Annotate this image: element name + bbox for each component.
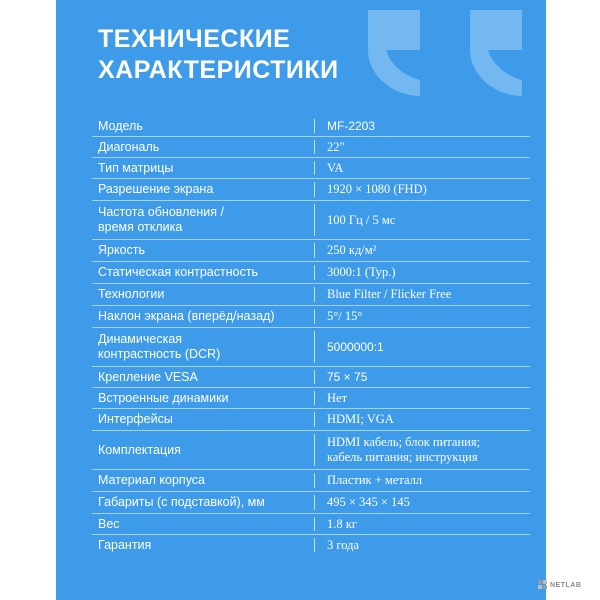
spec-label: Встроенные динамики	[98, 390, 229, 405]
spec-value-line: HDMI кабель; блок питания;	[327, 435, 481, 449]
spec-label-line: Динамическая	[98, 332, 183, 346]
spec-label: Статическая контрастность	[98, 265, 259, 279]
page-title	[98, 24, 339, 86]
spec-label-line: Частота обновления /	[98, 205, 224, 219]
spec-label: Крепление VESA	[98, 369, 198, 384]
spec-value: 250 кд/м²	[327, 243, 377, 257]
spec-row-matrix-type	[92, 158, 530, 179]
spec-label: Гарантия	[98, 537, 152, 552]
spec-row-brightness	[92, 240, 530, 262]
spec-label: Материал корпуса	[98, 473, 206, 487]
spec-value: 5°/ 15°	[327, 309, 363, 323]
spec-label-line: время отклика	[98, 220, 183, 234]
spec-row-warranty	[92, 535, 530, 555]
spec-label: Диагональ	[98, 139, 160, 154]
spec-label: Тип матрицы	[98, 160, 174, 175]
spec-row-package	[92, 431, 530, 470]
title-line-2: ХАРАКТЕРИСТИКИ	[98, 56, 339, 84]
spec-label: Вес	[98, 516, 120, 531]
spec-row-vesa	[92, 367, 530, 388]
spec-table	[92, 116, 530, 555]
spec-row-model	[92, 116, 530, 137]
spec-label: Комплектация	[98, 442, 181, 457]
spec-value: 1.8 кг	[327, 516, 357, 531]
spec-label	[92, 205, 314, 235]
spec-row-interfaces	[92, 409, 530, 431]
spec-row-diagonal	[92, 137, 530, 158]
spec-label: Модель	[98, 118, 143, 133]
quote-mark-icon	[426, 10, 522, 96]
spec-value	[315, 435, 530, 465]
spec-row-refresh-rate	[92, 201, 530, 240]
title-line-1: ТЕХНИЧЕСКИЕ	[98, 25, 291, 53]
spec-value: Blue Filter / Flicker Free	[327, 287, 452, 301]
spec-value: HDMI; VGA	[327, 412, 394, 426]
spec-label: Разрешение экрана	[98, 182, 214, 196]
spec-value: MF-2203	[327, 118, 376, 133]
spec-value: Пластик + металл	[327, 473, 423, 487]
spec-row-speakers	[92, 388, 530, 409]
spec-value: 3000:1 (Typ.)	[327, 265, 396, 279]
spec-row-resolution	[92, 179, 530, 201]
spec-label: Яркость	[98, 243, 146, 257]
netlab-logo-icon	[538, 580, 548, 590]
spec-value: 495 × 345 × 145	[327, 495, 410, 509]
spec-label: Наклон экрана (вперёд/назад)	[98, 309, 275, 323]
spec-label	[92, 332, 314, 362]
spec-row-static-contrast	[92, 262, 530, 284]
watermark-logo	[538, 578, 598, 592]
spec-value: 3 года	[327, 537, 359, 552]
spec-value: 100 Гц / 5 мс	[327, 212, 396, 227]
spec-label: Технологии	[98, 287, 165, 301]
spec-label: Интерфейсы	[98, 412, 173, 426]
spec-value: 5000000:1	[327, 339, 384, 354]
spec-label-line: контрастность (DCR)	[98, 347, 221, 361]
spec-value: 1920 × 1080 (FHD)	[327, 182, 427, 196]
spec-row-dynamic-contrast	[92, 328, 530, 367]
spec-value: Нет	[327, 390, 348, 405]
spec-label: Габариты (с подставкой), мм	[98, 495, 265, 509]
spec-panel	[56, 0, 546, 600]
spec-value: 75 × 75	[327, 369, 368, 384]
spec-row-technologies	[92, 284, 530, 306]
watermark-text: NETLAB	[550, 581, 582, 589]
spec-row-dimensions	[92, 492, 530, 514]
spec-row-material	[92, 470, 530, 492]
spec-value: VA	[327, 160, 344, 175]
spec-value-line: кабель питания; инструкция	[327, 450, 478, 464]
spec-row-tilt	[92, 306, 530, 328]
spec-row-weight	[92, 514, 530, 535]
spec-value: 22"	[327, 139, 345, 154]
